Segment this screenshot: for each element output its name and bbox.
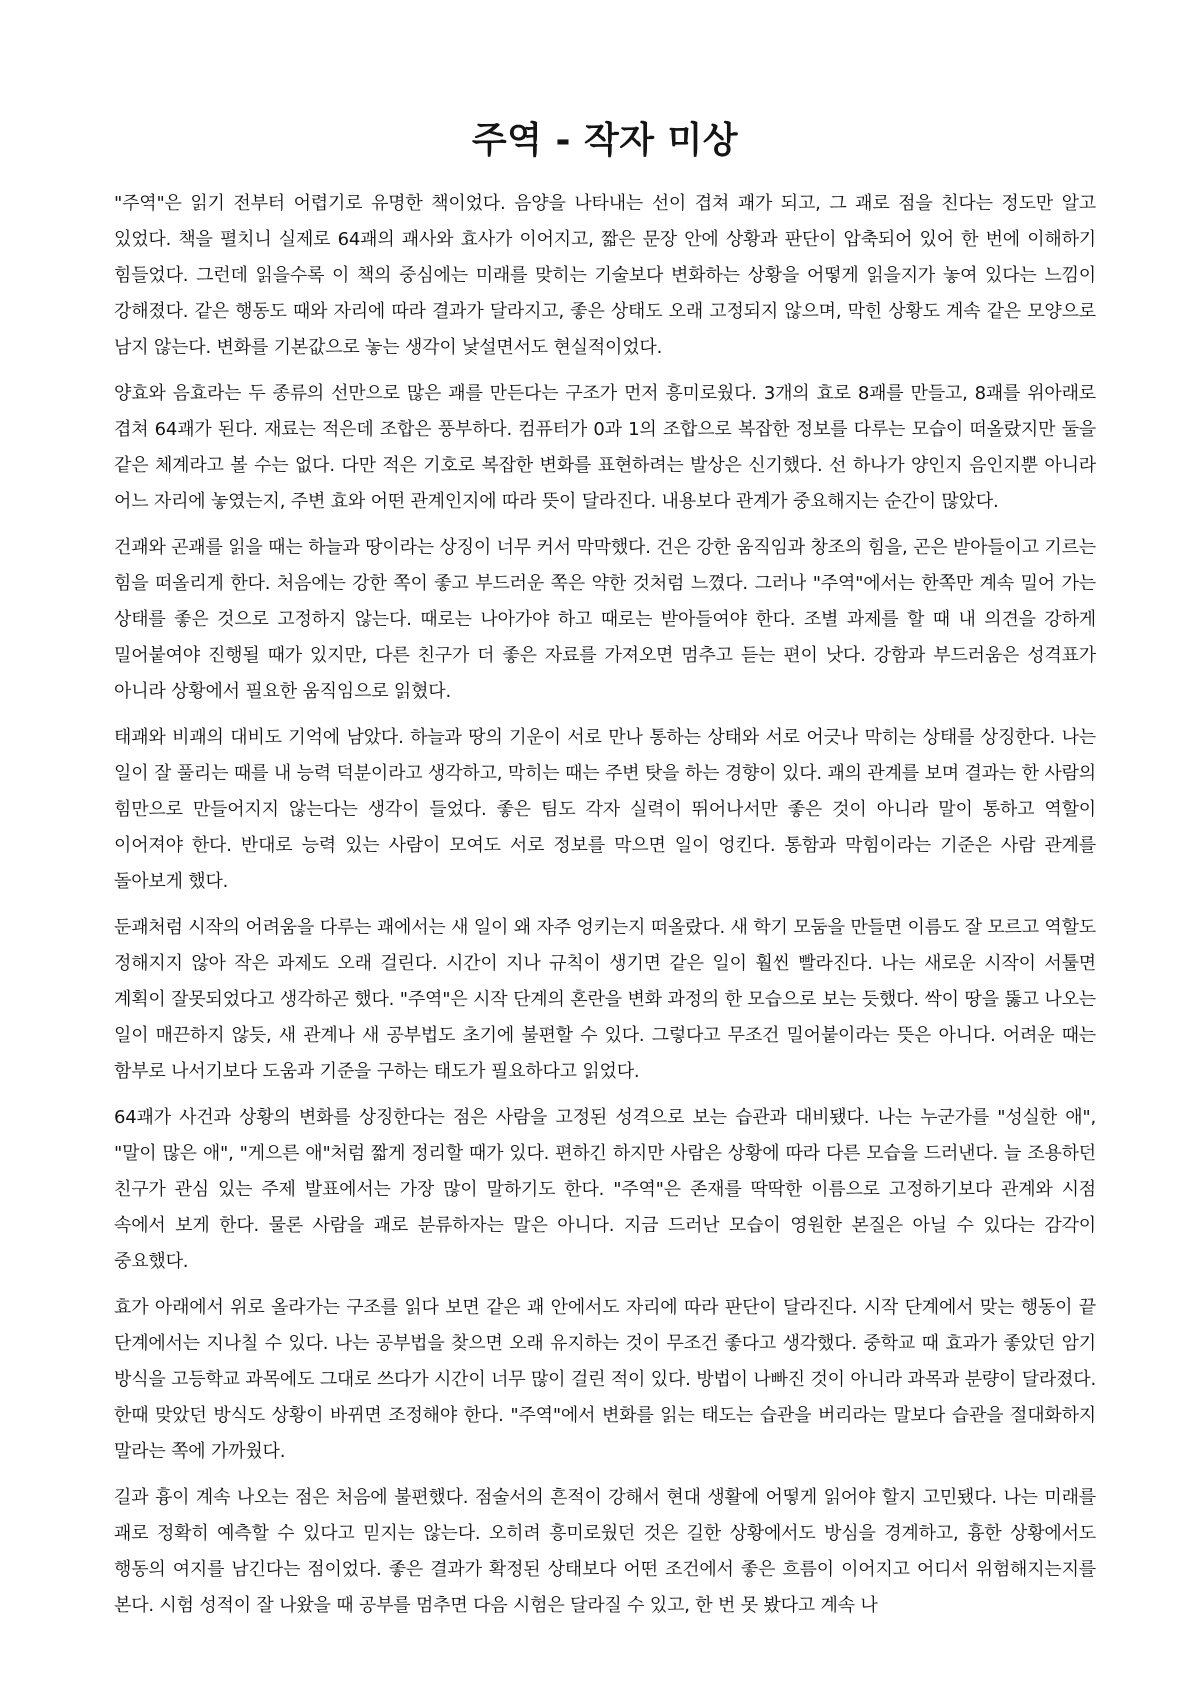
- document-body: [114, 186, 1096, 1624]
- paragraph-7: 효가 아래에서 위로 올라가는 구조를 읽다 보면 같은 괘 안에서도 자리에 따라 판단이 달라진다. 시작 단계에서 맞는 행동이 끝 단계에서는 지나칠 수 있다. 나는 공부법을 찾으면 오래 유지하는 것이 무조건 좋다고 생각했다. 중학교 때 효과가 좋았던 암기 방식을 고등학교 과목에도 그대로 쓰다가 시간이 너무 많이 걸린 적이 있다. 방법이 나빠진 것이 아니라 과목과 분량이 달라졌다. 한때 맞았던 방식도 상황이 바뀌면 조정해야 한다. "주역"에서 변화를 읽는 태도는 습관을 버리라는 말보다 습관을 절대화하지 말라는 쪽에 가까웠다.: [114, 1297, 1096, 1462]
- paragraph-8: 길과 흉이 계속 나오는 점은 처음에 불편했다. 점술서의 흔적이 강해서 현대 생활에 어떻게 읽어야 할지 고민됐다. 나는 미래를 괘로 정확히 예측할 수 있다고 믿지는 않는다. 오히려 흥미로웠던 것은 길한 상황에서도 방심을 경계하고, 흉한 상황에서도 행동의 여지를 남긴다는 점이었다. 좋은 결과가 확정된 상태보다 어떤 조건에서 좋은 흐름이 이어지고 어디서 위험해지는지를 본다. 시험 성적이 잘 나왔을 때 공부를 멈추면 다음 시험은 달라질 수 있고, 한 번 못 봤다고 계속 나: [114, 1487, 1096, 1616]
- paragraph-6: 64괘가 사건과 상황의 변화를 상징한다는 점은 사람을 고정된 성격으로 보는 습관과 대비됐다. 나는 누군가를 "성실한 애", "말이 많은 애", "게으른 애"처럼 짧게 정리할 때가 있다. 편하긴 하지만 사람은 상황에 따라 다른 모습을 드러낸다. 늘 조용하던 친구가 관심 있는 주제 발표에서는 가장 많이 말하기도 한다. "주역"은 존재를 딱딱한 이름으로 고정하기보다 관계와 시점 속에서 보게 한다. 물론 사람을 괘로 분류하자는 말은 아니다. 지금 드러난 모습이 영원한 본질은 아닐 수 있다는 감각이 중요했다.: [114, 1107, 1096, 1272]
- paragraph-1: "주역"은 읽기 전부터 어렵기로 유명한 책이었다. 음양을 나타내는 선이 겹쳐 괘가 되고, 그 괘로 점을 친다는 정도만 알고 있었다. 책을 펼치니 실제로 64괘의 괘사와 효사가 이어지고, 짧은 문장 안에 상황과 판단이 압축되어 있어 한 번에 이해하기 힘들었다. 그런데 읽을수록 이 책의 중심에는 미래를 맞히는 기술보다 변화하는 상황을 어떻게 읽을지가 놓여 있다는 느낌이 강해졌다. 같은 행동도 때와 자리에 따라 결과가 달라지고, 좋은 상태도 오래 고정되지 않으며, 막힌 상황도 계속 같은 모양으로 남지 않는다. 변화를 기본값으로 놓는 생각이 낯설면서도 현실적이었다.: [114, 193, 1096, 358]
- paragraph-5: 둔괘처럼 시작의 어려움을 다루는 괘에서는 새 일이 왜 자주 엉키는지 떠올랐다. 새 학기 모둠을 만들면 이름도 잘 모르고 역할도 정해지지 않아 작은 과제도 오래 걸린다. 시간이 지나 규칙이 생기면 같은 일이 훨씬 빨라진다. 나는 새로운 시작이 서툴면 계획이 잘못되었다고 생각하곤 했다. "주역"은 시작 단계의 혼란을 변화 과정의 한 모습으로 보는 듯했다. 싹이 땅을 뚫고 나오는 일이 매끈하지 않듯, 새 관계나 새 공부법도 초기에 불편할 수 있다. 그렇다고 무조건 밀어붙이라는 뜻은 아니다. 어려운 때는 함부로 나서기보다 도움과 기준을 구하는 태도가 필요하다고 읽었다.: [114, 917, 1096, 1082]
- paragraph-2: 양효와 음효라는 두 종류의 선만으로 많은 괘를 만든다는 구조가 먼저 흥미로웠다. 3개의 효로 8괘를 만들고, 8괘를 위아래로 겹쳐 64괘가 된다. 재료는 적은데 조합은 풍부하다. 컴퓨터가 0과 1의 조합으로 복잡한 정보를 다루는 모습이 떠올랐지만 둘을 같은 체계라고 볼 수는 없다. 다만 적은 기호로 복잡한 변화를 표현하려는 발상은 신기했다. 선 하나가 양인지 음인지뿐 아니라 어느 자리에 놓였는지, 주변 효와 어떤 관계인지에 따라 뜻이 달라진다. 내용보다 관계가 중요해지는 순간이 많았다.: [114, 383, 1096, 512]
- paragraph-3: 건괘와 곤괘를 읽을 때는 하늘과 땅이라는 상징이 너무 커서 막막했다. 건은 강한 움직임과 창조의 힘을, 곤은 받아들이고 기르는 힘을 떠올리게 한다. 처음에는 강한 쪽이 좋고 부드러운 쪽은 약한 것처럼 느꼈다. 그러나 "주역"에서는 한쪽만 계속 밀어 가는 상태를 좋은 것으로 고정하지 않는다. 때로는 나아가야 하고 때로는 받아들여야 한다. 조별 과제를 할 때 내 의견을 강하게 밀어붙여야 진행될 때가 있지만, 다른 친구가 더 좋은 자료를 가져오면 멈추고 듣는 편이 낫다. 강함과 부드러움은 성격표가 아니라 상황에서 필요한 움직임으로 읽혔다.: [114, 537, 1096, 702]
- paragraph-4: 태괘와 비괘의 대비도 기억에 남았다. 하늘과 땅의 기운이 서로 만나 통하는 상태와 서로 어긋나 막히는 상태를 상징한다. 나는 일이 잘 풀리는 때를 내 능력 덕분이라고 생각하고, 막히는 때는 주변 탓을 하는 경향이 있다. 괘의 관계를 보며 결과는 한 사람의 힘만으로 만들어지지 않는다는 생각이 들었다. 좋은 팀도 각자 실력이 뛰어나서만 좋은 것이 아니라 말이 통하고 역할이 이어져야 한다. 반대로 능력 있는 사람이 모여도 서로 정보를 막으면 일이 엉킨다. 통함과 막힘이라는 기준은 사람 관계를 돌아보게 했다.: [114, 727, 1096, 892]
- document-title: 주역 - 작자 미상: [471, 120, 739, 161]
